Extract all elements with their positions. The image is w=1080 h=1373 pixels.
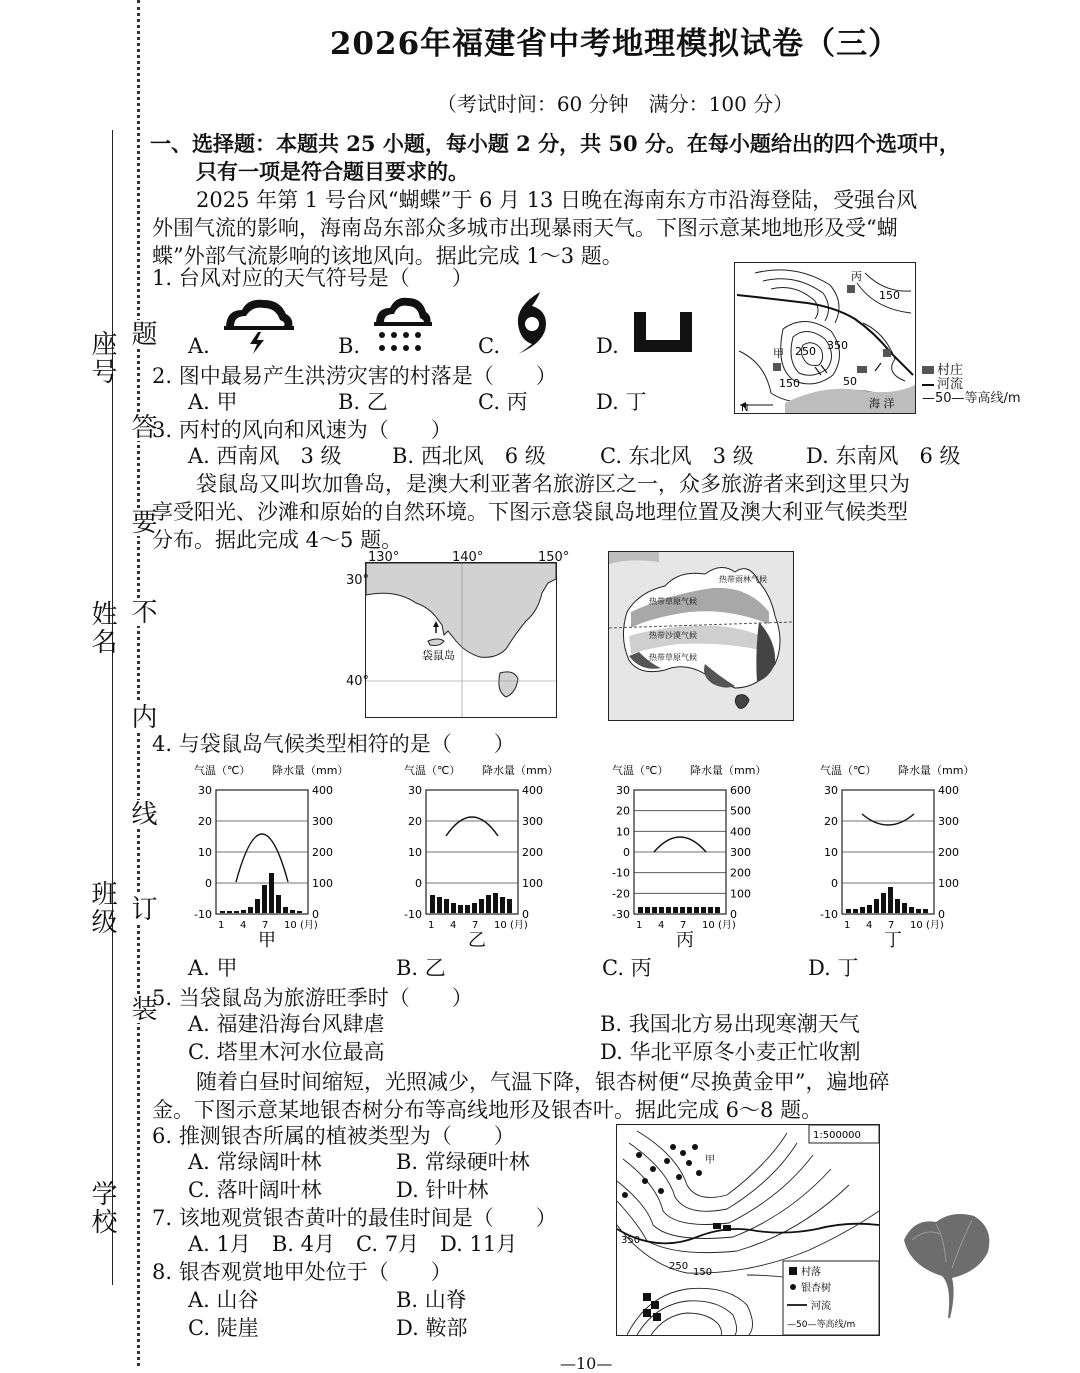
precip-bar: [881, 893, 886, 913]
passage2-line2: 享受阳光、沙滩和原始的自然环境。下图示意袋鼠岛地理位置及澳大利亚气候类型: [152, 500, 908, 524]
climate-zone-label: 热带草原气候: [649, 597, 697, 606]
q3-option-a[interactable]: A. 西南风 3 级: [188, 444, 342, 468]
month-tick-label: (月): [926, 920, 944, 931]
temp-tick-label: -30: [612, 908, 630, 921]
map1-contour-150-label: 150: [879, 289, 900, 302]
map1-north-label: N: [741, 403, 749, 413]
precip-tick-label: 500: [730, 804, 751, 818]
passage3-line1: 随着白昼时间缩短，光照减少，气温下降，银杏树便“尽换黄金甲”，遍地碎: [196, 1070, 890, 1094]
month-tick-label: 4: [866, 920, 873, 931]
precip-bar: [867, 905, 872, 913]
month-tick-label: 7: [262, 920, 269, 931]
precip-bar: [472, 903, 477, 913]
q3-option-d[interactable]: D. 东南风 6 级: [806, 444, 961, 468]
q2-stem: 2. 图中最易产生洪涝灾害的村落是（ ）: [152, 364, 557, 388]
q6-option-b[interactable]: B. 常绿硬叶林: [396, 1150, 530, 1174]
precip-axis-label: 降水量（mm）: [690, 764, 767, 777]
exam-info: （考试时间：60 分钟 满分：100 分）: [436, 92, 794, 116]
q4-option-c[interactable]: C. 丙: [602, 956, 652, 980]
ginkgo-map-drawing: [617, 1125, 879, 1335]
temp-tick-label: 0: [415, 877, 422, 890]
chart-name: 丁: [884, 930, 902, 951]
precip-bar: [923, 909, 928, 913]
australia-climate-map: [608, 551, 794, 721]
q8-stem: 8. 银杏观赏地甲处位于（ ）: [152, 1260, 452, 1284]
map1-legend: [922, 364, 1021, 406]
precip-bar: [860, 907, 865, 913]
page-number: —10—: [560, 1354, 613, 1373]
q1-option-a[interactable]: A.: [188, 334, 210, 358]
climate-zone-label: 热带草原气候: [649, 653, 697, 662]
chart-name: 乙: [468, 930, 486, 951]
precip-tick-label: 400: [312, 784, 333, 797]
precip-bar: [269, 873, 274, 913]
precip-axis-label: 降水量（mm）: [898, 764, 975, 777]
precip-bar: [645, 907, 650, 913]
month-tick-label: (月): [718, 920, 736, 931]
month-tick-label: (月): [510, 920, 528, 931]
temp-tick-label: -10: [612, 866, 630, 880]
q1-option-b[interactable]: B.: [338, 334, 361, 358]
climate-zone-label: 热带雨林气候: [719, 575, 767, 584]
q1-stem: 1. 台风对应的天气符号是（ ）: [152, 266, 473, 290]
q6-option-a[interactable]: A. 常绿阔叶林: [188, 1150, 322, 1174]
precip-bar: [262, 885, 267, 913]
map1-contour-150b-label: 150: [779, 377, 800, 390]
temp-axis-label: 气温（℃）: [820, 764, 877, 777]
frost-symbol-icon: [632, 310, 694, 354]
precip-bar: [430, 895, 435, 913]
temp-tick-label: 0: [623, 846, 630, 859]
precip-tick-label: 300: [730, 846, 751, 859]
temp-tick-label: 20: [408, 815, 422, 828]
month-tick-label: 10: [494, 920, 507, 931]
temp-curve: [236, 834, 288, 882]
temp-curve: [446, 817, 498, 836]
map1-contour-350-label: 350: [827, 339, 848, 352]
warn-char: 题: [124, 320, 161, 348]
precip-bar: [493, 893, 498, 913]
q4-option-d[interactable]: D. 丁: [808, 956, 859, 980]
climate-chart-3: [612, 763, 766, 951]
chart-name: 甲: [258, 930, 276, 951]
page-title: 2026年福建省中考地理模拟试卷（三）: [329, 26, 901, 62]
warn-char: 要: [124, 508, 161, 536]
precip-bar: [227, 911, 232, 913]
temp-axis-label: 气温（℃）: [612, 764, 669, 777]
month-tick-label: 4: [658, 920, 665, 931]
precip-bar: [220, 911, 225, 913]
temp-tick-label: -10: [404, 908, 422, 921]
temp-tick-label: -10: [194, 908, 212, 921]
precip-tick-label: 300: [522, 815, 543, 828]
dotted-seal-line: [137, 0, 140, 1366]
precip-bar: [708, 907, 713, 913]
school-label: 学校: [87, 1180, 117, 1236]
precip-tick-label: 400: [522, 784, 543, 797]
q4-stem: 4. 与袋鼠岛气候类型相符的是（ ）: [152, 732, 515, 756]
temp-curve: [654, 837, 706, 852]
map4-legend-ginkgo: 银杏树: [801, 1283, 831, 1294]
month-tick-label: 1: [428, 920, 435, 931]
map1-legend-contour: —50—等高线/m: [922, 391, 1021, 406]
lon-label-140: 140°: [452, 550, 484, 565]
month-tick-label: 7: [680, 920, 687, 931]
month-tick-label: 4: [240, 920, 247, 931]
warn-char: 不: [124, 598, 161, 626]
precip-bar: [874, 899, 879, 913]
binding-margin: [0, 0, 157, 1366]
q8-option-b[interactable]: B. 山脊: [396, 1288, 467, 1312]
passage3-line2: 金。下图示意某地银杏树分布等高线地形及银杏叶。据此完成 6～8 题。: [152, 1098, 823, 1122]
q4-option-b[interactable]: B. 乙: [396, 956, 446, 980]
precip-bar: [248, 907, 253, 913]
precip-bar: [234, 911, 239, 913]
climate-map-drawing: [609, 552, 793, 720]
section-heading-line2: 只有一项是符合题目要求的。: [196, 159, 469, 184]
q8-option-d[interactable]: D. 鞍部: [396, 1316, 468, 1340]
class-label: 班级: [87, 880, 117, 936]
precip-tick-label: 100: [730, 887, 751, 901]
month-tick-label: 10: [910, 920, 923, 931]
temp-curve: [862, 814, 914, 825]
month-tick-label: 10: [702, 920, 715, 931]
q7-options[interactable]: A. 1月 B. 4月 C. 7月 D. 11月: [188, 1232, 518, 1256]
climate-charts: [186, 760, 986, 952]
map4-legend-village: 村落: [801, 1267, 821, 1278]
precip-tick-label: 400: [938, 784, 959, 797]
temp-tick-label: 10: [616, 825, 630, 839]
precip-bar: [290, 910, 295, 913]
temp-tick-label: 0: [831, 877, 838, 890]
q6-option-d[interactable]: D. 针叶林: [396, 1178, 489, 1202]
ginkgo-contour-map: [616, 1124, 880, 1336]
precip-axis-label: 降水量（mm）: [482, 764, 559, 777]
q5-option-b[interactable]: B. 我国北方易出现寒潮天气: [600, 1012, 860, 1036]
precip-bar: [465, 905, 470, 913]
precip-bar: [888, 887, 893, 913]
precip-tick-label: 600: [730, 784, 751, 797]
temp-tick-label: 10: [824, 846, 838, 859]
q3-option-b[interactable]: B. 西北风 6 级: [392, 444, 546, 468]
warn-char: 答: [124, 413, 161, 441]
precip-bar: [241, 910, 246, 913]
month-tick-label: 10: [284, 920, 297, 931]
precip-bar: [673, 907, 678, 913]
month-tick-label: 7: [888, 920, 895, 931]
warn-char: 订: [124, 895, 161, 923]
precip-bar: [652, 907, 657, 913]
map1-label-bing: 丙: [851, 270, 862, 283]
temp-tick-label: 10: [408, 846, 422, 859]
temp-tick-label: 30: [824, 784, 838, 797]
kangaroo-island-location-map: [365, 562, 557, 718]
passage1-line2: 外围气流的影响，海南岛东部众多城市出现暴雨天气。下图示意某地地形及受“蝴: [152, 216, 898, 240]
lon-label-150: 150°: [538, 550, 570, 565]
school-underline: [112, 995, 113, 1285]
climate-chart-2: [404, 763, 558, 951]
map1-contour-50-label: 50: [843, 375, 857, 388]
precip-bar: [458, 905, 463, 913]
precip-tick-label: 0: [938, 908, 945, 921]
q2-option-a[interactable]: A. 甲: [188, 390, 238, 414]
precip-tick-label: 300: [938, 815, 959, 828]
precip-bar: [479, 899, 484, 913]
precip-bar: [297, 911, 302, 913]
precip-bar: [255, 899, 260, 913]
precip-bar: [687, 907, 692, 913]
warn-char: 线: [124, 800, 161, 828]
map4-scale: 1:500000: [813, 1130, 861, 1141]
precip-bar: [638, 907, 643, 913]
precip-bar: [846, 909, 851, 913]
precip-bar: [916, 909, 921, 913]
map1-legend-village: 村庄: [922, 364, 1021, 378]
terrain-map-1: [734, 262, 916, 414]
temp-tick-label: 30: [616, 784, 630, 797]
heavy-rain-symbol-icon: [372, 294, 432, 358]
map1-legend-river: 河流: [922, 378, 1021, 392]
q8-option-c[interactable]: C. 陡崖: [188, 1316, 259, 1340]
q3-stem: 3. 丙村的风向和风速为（ ）: [152, 418, 452, 442]
temp-tick-label: 20: [198, 815, 212, 828]
terrain-map-1-drawing: [735, 263, 915, 413]
name-label: 姓名: [87, 600, 117, 656]
precip-bar: [666, 907, 671, 913]
precip-bar: [486, 895, 491, 913]
q5-option-a[interactable]: A. 福建沿海台风肆虐: [188, 1012, 385, 1036]
month-tick-label: (月): [300, 920, 318, 931]
q2-option-d[interactable]: D. 丁: [596, 390, 647, 414]
month-tick-label: 1: [844, 920, 851, 931]
temp-tick-label: 0: [205, 877, 212, 890]
precip-bar: [444, 899, 449, 913]
precip-tick-label: 200: [938, 846, 959, 859]
map1-contour-250-label: 250: [795, 345, 816, 358]
class-underline: [112, 705, 113, 995]
map4-contour-250: 250: [669, 1261, 689, 1272]
map4-contour-150: 150: [693, 1267, 713, 1278]
precip-tick-label: 0: [312, 908, 319, 921]
month-tick-label: 1: [218, 920, 225, 931]
precip-tick-label: 100: [312, 877, 333, 890]
precip-tick-label: 200: [730, 866, 751, 880]
precip-bar: [451, 903, 456, 913]
q7-stem: 7. 该地观赏银杏黄叶的最佳时间是（ ）: [152, 1206, 557, 1230]
lat-label-40: 40°: [346, 674, 370, 689]
month-tick-label: 7: [472, 920, 479, 931]
temp-tick-label: 20: [616, 804, 630, 818]
ginkgo-leaf-image: [896, 1206, 996, 1326]
passage2-line1: 袋鼠岛又叫坎加鲁岛，是澳大利亚著名旅游区之一，众多旅游者来到这里只为: [196, 472, 910, 496]
precip-tick-label: 400: [730, 825, 751, 839]
temp-axis-label: 气温（℃）: [194, 764, 251, 777]
chart-name: 丙: [676, 930, 694, 951]
map4-contour-350: 350: [621, 1235, 641, 1246]
precip-tick-label: 0: [730, 908, 737, 921]
q5-option-d[interactable]: D. 华北平原冬小麦正忙收割: [600, 1040, 861, 1064]
temp-axis-label: 气温（℃）: [404, 764, 461, 777]
q4-option-a[interactable]: A. 甲: [188, 956, 238, 980]
month-tick-label: 1: [636, 920, 643, 931]
temp-tick-label: -10: [820, 908, 838, 921]
climate-zone-label: 热带沙漠气候: [649, 631, 697, 640]
precip-bar: [500, 897, 505, 913]
name-underline: [112, 420, 113, 710]
q5-stem: 5. 当袋鼠岛为旅游旺季时（ ）: [152, 986, 473, 1010]
climate-chart-4: [820, 763, 974, 951]
map4-label-jia: 甲: [705, 1155, 715, 1166]
map1-sea-label: 海 洋: [869, 397, 895, 410]
temp-tick-label: 30: [408, 784, 422, 797]
month-tick-label: 4: [450, 920, 457, 931]
passage1-line1: 2025 年第 1 号台风“蝴蝶”于 6 月 13 日晚在海南东方市沿海登陆，受强台风: [196, 188, 918, 212]
map4-legend-contour: —50—等高线/m: [787, 1320, 856, 1330]
seat-label: 座号: [87, 330, 117, 386]
precip-bar: [701, 907, 706, 913]
temp-tick-label: 30: [198, 784, 212, 797]
map4-legend-river: 河流: [811, 1301, 831, 1312]
q6-option-c[interactable]: C. 落叶阔叶林: [188, 1178, 322, 1202]
precip-bar: [283, 907, 288, 913]
map1-label-jia: 甲: [773, 347, 784, 360]
q1-option-c[interactable]: C.: [478, 334, 500, 358]
precip-tick-label: 200: [522, 846, 543, 859]
q2-option-c[interactable]: C. 丙: [478, 390, 528, 414]
precip-bar: [437, 897, 442, 913]
temp-tick-label: -20: [612, 887, 630, 901]
precip-tick-label: 100: [938, 877, 959, 890]
lon-label-130: 130°: [368, 550, 400, 565]
passage2-line3: 分布。据此完成 4～5 题。: [152, 528, 403, 552]
q1-option-d[interactable]: D.: [596, 334, 619, 358]
precip-bar: [853, 909, 858, 913]
temp-tick-label: 10: [198, 846, 212, 859]
precip-bar: [694, 907, 699, 913]
precip-tick-label: 200: [312, 846, 333, 859]
typhoon-symbol-icon: [510, 290, 554, 356]
q6-stem: 6. 推测银杏所属的植被类型为（ ）: [152, 1124, 515, 1148]
precip-axis-label: 降水量（mm）: [272, 764, 349, 777]
q3-option-c[interactable]: C. 东北风 3 级: [600, 444, 754, 468]
precip-bar: [902, 903, 907, 913]
q5-option-c[interactable]: C. 塔里木河水位最高: [188, 1040, 385, 1064]
island-label: 袋鼠岛: [422, 649, 455, 662]
section-heading-line1: 一、选择题：本题共 25 小题，每小题 2 分，共 50 分。在每小题给出的四个选项中，: [150, 131, 960, 156]
warn-char: 装: [124, 995, 161, 1023]
precip-tick-label: 0: [522, 908, 529, 921]
precip-tick-label: 300: [312, 815, 333, 828]
precip-bar: [680, 907, 685, 913]
precip-bar: [507, 899, 512, 913]
precip-bar: [895, 899, 900, 913]
passage1-line3: 蝶”外部气流影响的该地风向。据此完成 1～3 题。: [152, 244, 623, 268]
q8-option-a[interactable]: A. 山谷: [188, 1288, 259, 1312]
q2-option-b[interactable]: B. 乙: [338, 390, 388, 414]
lat-label-30: 30°: [346, 573, 370, 588]
precip-bar: [715, 907, 720, 913]
location-map-drawing: [366, 563, 556, 717]
precip-bar: [276, 895, 281, 913]
warn-char: 内: [124, 703, 161, 731]
climate-chart-1: [194, 763, 348, 951]
precip-bar: [659, 907, 664, 913]
precip-bar: [909, 907, 914, 913]
precip-tick-label: 100: [522, 877, 543, 890]
temp-tick-label: 20: [824, 815, 838, 828]
thunderstorm-symbol-icon: [220, 296, 296, 358]
